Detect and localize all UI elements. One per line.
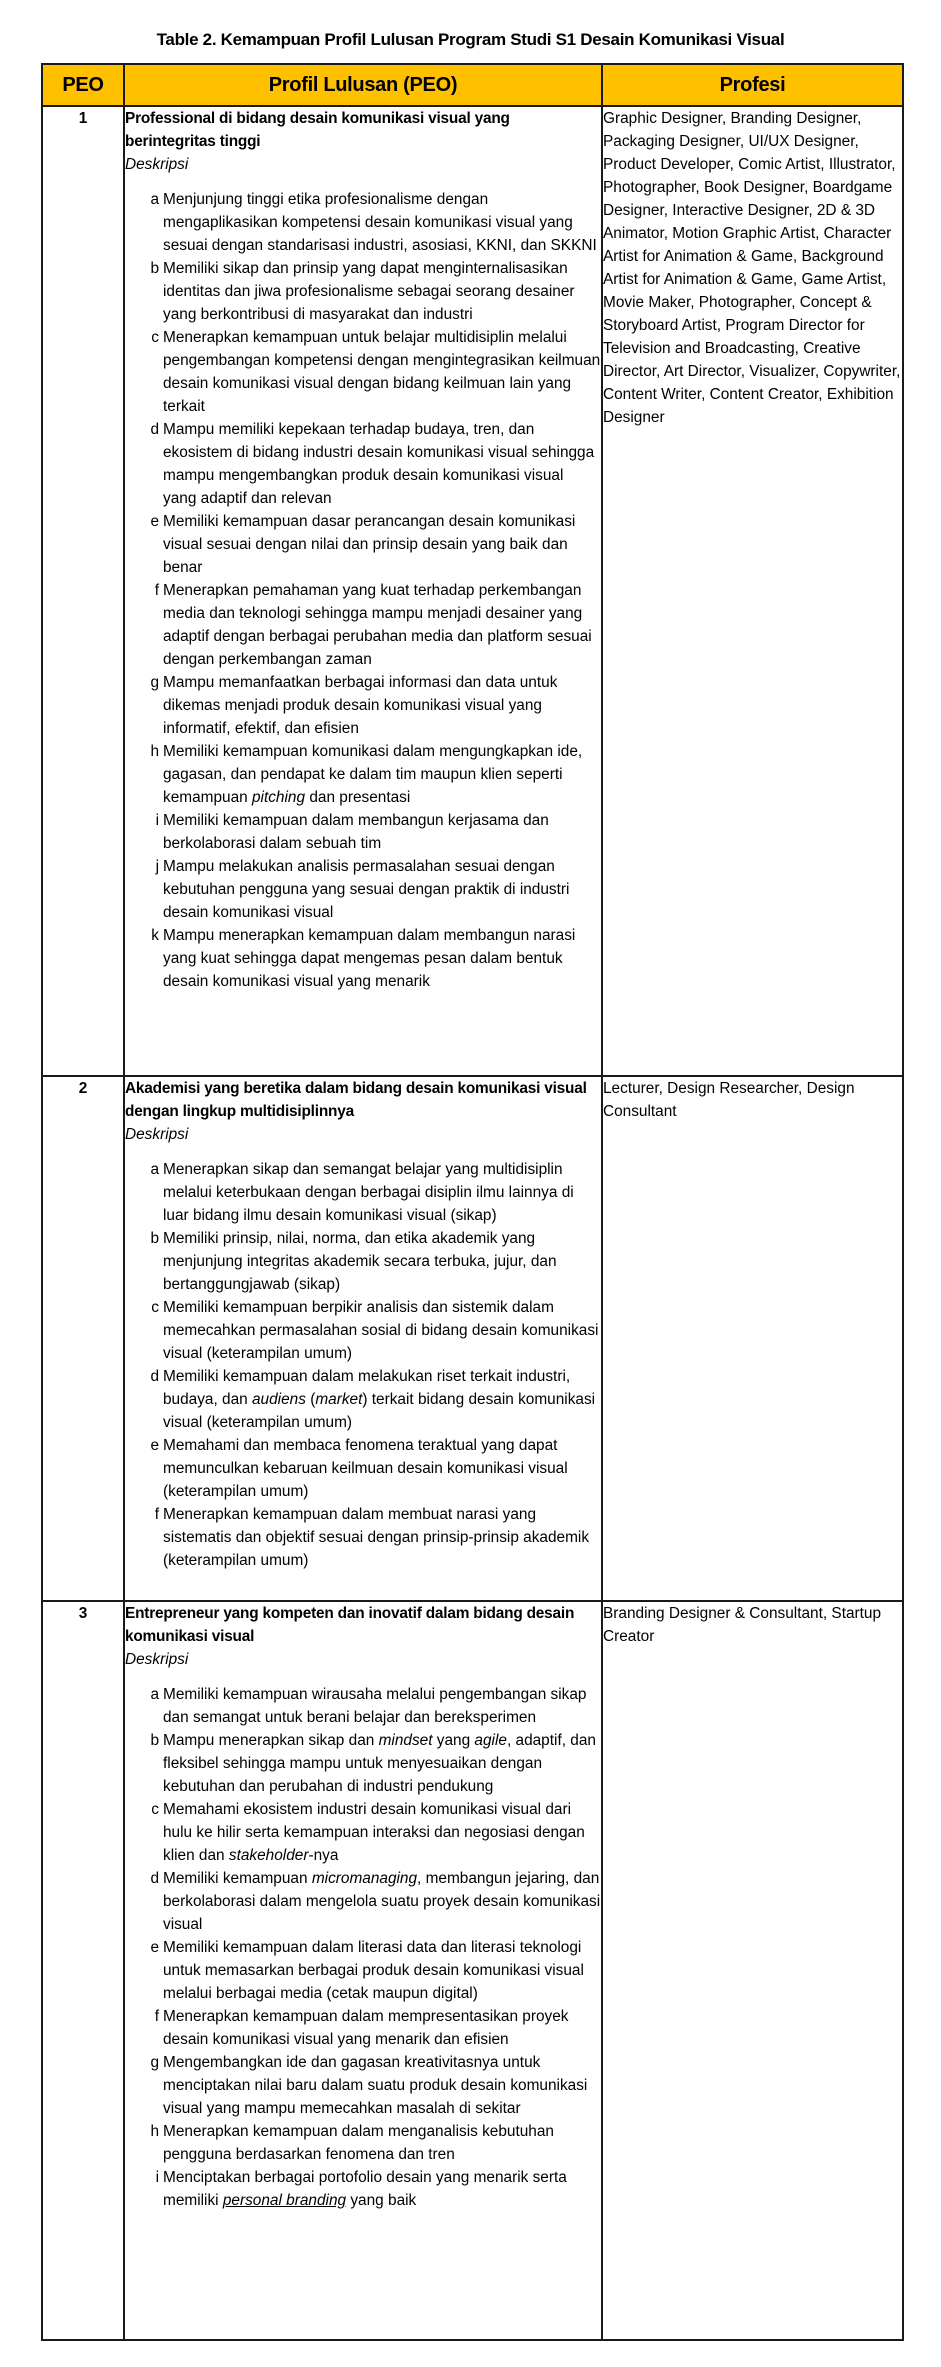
professions-cell: Branding Designer & Consultant, Startup Creator [602,1601,903,2340]
item-emphasis: pitching [251,789,306,806]
item-text: Menerapkan kemampuan untuk belajar multidisiplin melalui pengembangan kompetensi dengan mengintegrasikan keilmuan desain komunikasi visual dengan bidang keilmuan lain yang terkait [163,329,601,415]
item-text: Menerapkan pemahaman yang kuat terhadap perkembangan media dan teknologi sehingga mampu menjadi desainer yang adaptif dengan berbagai perubahan media dan platform sesuai dengan perkembangan zaman [163,582,592,668]
item-text: Menerapkan kemampuan dalam menganalisis kebutuhan pengguna berdasarkan fenomena dan tren [163,2123,554,2163]
item-label: d [150,1870,159,1887]
item-text: ) terkait bidang desain komunikasi visual (keterampilan umum) [163,1391,596,1431]
column-header-profil-lulusan: Profil Lulusan (PEO) [124,64,602,106]
item-text: dan presentasi [305,789,411,806]
item-text: Menjunjung tinggi etika profesionalisme dengan mengaplikasikan kompetensi desain komunikasi visual yang sesuai dengan standarisasi industri, asosiasi, KKNI, dan SKKNI [163,191,597,254]
item-text: , membangun jejaring, dan berkolaborasi dalam mengelola suatu proyek desain komunikasi visual [163,1870,601,1933]
description-item [125,2166,601,2212]
item-label: f [154,1506,159,1523]
item-label: a [150,1161,159,1178]
description-item [125,1365,601,1434]
table-row [42,1601,903,2340]
item-label: a [150,1686,159,1703]
description-item [125,188,601,257]
item-emphasis: agile [474,1732,507,1749]
description-item [125,579,601,671]
description-item [125,740,601,809]
item-text: Mampu menerapkan kemampuan dalam membangun narasi yang kuat sehingga dapat mengemas pesan dalam bentuk desain komunikasi visual yang menarik [163,927,576,990]
description-item [125,1729,601,1798]
table-caption: Table 2. Kemampuan Profil Lulusan Program Studi S1 Desain Komunikasi Visual [156,30,785,49]
item-label: b [150,1230,159,1247]
description-list [125,188,601,993]
profile-cell [124,106,602,1076]
item-label: c [151,1299,159,1316]
item-label: h [150,743,159,760]
item-label: a [150,191,159,208]
item-text: Mengembangkan ide dan gagasan kreativitasnya untuk menciptakan nilai baru dalam suatu produk desain komunikasi visual yang mampu memecahkan masalah di sekitar [163,2054,588,2117]
description-item [125,1434,601,1503]
item-text: Mampu melakukan analisis permasalahan sesuai dengan kebutuhan pengguna yang sesuai dengan praktik di industri desain komunikasi visual [163,858,570,921]
description-item [125,2051,601,2120]
item-text: Menciptakan berbagai portofolio desain yang menarik serta memiliki [163,2169,567,2209]
description-item [125,257,601,326]
peo-table [41,63,904,2341]
description-list [125,1158,601,1572]
item-text: Memiliki kemampuan dalam literasi data dan literasi teknologi untuk memasarkan berbagai produk desain komunikasi visual melalui berbagai media (cetak maupun digital) [163,1939,584,2002]
professions-cell: Lecturer, Design Researcher, Design Consultant [602,1076,903,1601]
item-text: Memiliki prinsip, nilai, norma, dan etika akademik yang menjunjung integritas akademik secara terbuka, jujur, dan bertanggungjawab (sikap) [163,1230,557,1293]
item-text: Menerapkan kemampuan dalam membuat narasi yang sistematis dan objektif sesuai dengan prinsip-prinsip akademik (keterampilan umum) [163,1506,590,1569]
item-text: Memiliki kemampuan dasar perancangan desain komunikasi visual sesuai dengan nilai dan prinsip desain yang baik dan benar [163,513,576,576]
description-item [125,1158,601,1227]
item-emphasis: personal branding [222,2192,347,2209]
description-item [125,809,601,855]
item-text: ( [305,1391,316,1408]
item-label: d [150,421,159,438]
item-label: f [154,582,159,599]
item-text: , adaptif, dan fleksibel sehingga mampu untuk menyesuaikan dengan kebutuhan dan perubahan di industri pendukung [163,1732,596,1795]
table-row [42,1076,903,1601]
column-header-profesi: Profesi [602,64,903,106]
peo-number: 3 [42,1601,124,2340]
description-item [125,418,601,510]
description-list [125,1683,601,2212]
item-label: i [155,812,159,829]
description-label: Deskripsi [125,156,189,173]
description-item [125,2005,601,2051]
item-emphasis: audiens [252,1391,306,1408]
item-text: Memiliki sikap dan prinsip yang dapat menginternalisasikan identitas dan jiwa profesionalisme sebagai seorang desainer yang berkontribusi di masyarakat dan industri [163,260,575,323]
item-text: Memiliki kemampuan berpikir analisis dan sistemik dalam memecahkan permasalahan sosial di bidang desain komunikasi visual (keterampilan umum) [163,1299,599,1362]
description-item [125,1683,601,1729]
description-item [125,2120,601,2166]
item-emphasis: market [315,1391,363,1408]
professions-cell: Graphic Designer, Branding Designer, Packaging Designer, UI/UX Designer, Product Developer, Comic Artist, Illustrator, Photographer, Book Designer, Boardgame Designer, Interactive Designer, 2D & 3D Animator, Motion Graphic Artist, Character Artist for Animation & Game, Background Artist for Animation & Game, Game Artist, Movie Maker, Photographer, Concept & Storyboard Artist, Program Director for Television and Broadcasting, Creative Director, Art Director, Visualizer, Copywriter, Content Writer, Content Creator, Exhibition Designer [602,106,903,1076]
column-header-peo: PEO [42,64,124,106]
description-item [125,326,601,418]
description-label: Deskripsi [125,1126,189,1143]
description-item [125,1503,601,1572]
description-item [125,1867,601,1936]
description-item [125,924,601,993]
item-text: Memahami ekosistem industri desain komunikasi visual dari hulu ke hilir serta kemampuan interaksi dan negosiasi dengan klien dan [163,1801,585,1864]
description-item [125,671,601,740]
item-label: e [150,1437,159,1454]
description-item [125,855,601,924]
item-text: yang baik [346,2192,417,2209]
profile-title: Entrepreneur yang kompeten dan inovatif dalam bidang desain komunikasi visual [125,1605,575,1645]
item-text: Mampu menerapkan sikap dan [163,1732,379,1749]
table-header-row [42,64,903,106]
item-text: Menerapkan kemampuan dalam mempresentasikan proyek desain komunikasi visual yang menarik dan efisien [163,2008,569,2048]
item-label: g [150,2054,159,2071]
item-label: d [150,1368,159,1385]
item-label: k [151,927,159,944]
item-text: Memiliki kemampuan [163,1870,312,1887]
profile-title: Professional di bidang desain komunikasi visual yang berintegritas tinggi [125,110,510,150]
peo-number: 1 [42,106,124,1076]
item-text: Mampu memanfaatkan berbagai informasi dan data untuk dikemas menjadi produk desain komunikasi visual yang informatif, efektif, dan efisien [163,674,558,737]
item-text: Memiliki kemampuan dalam membangun kerjasama dan berkolaborasi dalam sebuah tim [163,812,549,852]
item-emphasis: mindset [378,1732,433,1749]
item-label: g [150,674,159,691]
description-item [125,1798,601,1867]
item-label: f [154,2008,159,2025]
description-item [125,1227,601,1296]
peo-number: 2 [42,1076,124,1601]
item-emphasis: stakeholder [228,1847,309,1864]
description-item [125,510,601,579]
profile-title: Akademisi yang beretika dalam bidang desain komunikasi visual dengan lingkup multidisiplinnya [125,1080,587,1120]
item-label: c [151,1801,159,1818]
item-text: Memiliki kemampuan dalam melakukan riset terkait industri, budaya, dan [163,1368,571,1408]
item-label: j [155,858,159,875]
item-text: Memahami dan membaca fenomena teraktual yang dapat memunculkan kebaruan keilmuan desain komunikasi visual (keterampilan umum) [163,1437,568,1500]
description-item [125,1936,601,2005]
item-text: Memiliki kemampuan wirausaha melalui pengembangan sikap dan semangat untuk berani belajar dan bereksperimen [163,1686,587,1726]
profile-cell [124,1601,602,2340]
item-text: -nya [308,1847,339,1864]
description-item [125,1296,601,1365]
item-label: i [155,2169,159,2186]
item-text: yang [432,1732,475,1749]
item-label: h [150,2123,159,2140]
item-label: c [151,329,159,346]
item-text: Menerapkan sikap dan semangat belajar yang multidisiplin melalui keterbukaan dengan berbagai disiplin ilmu lainnya di luar bidang ilmu desain komunikasi visual (sikap) [163,1161,574,1224]
item-label: b [150,260,159,277]
item-label: e [150,1939,159,1956]
item-text: Mampu memiliki kepekaan terhadap budaya, tren, dan ekosistem di bidang industri desain komunikasi visual sehingga mampu mengembangkan produk desain komunikasi visual yang adaptif dan relevan [163,421,595,507]
table-row [42,106,903,1076]
profile-cell [124,1076,602,1601]
item-label: b [150,1732,159,1749]
description-label: Deskripsi [125,1651,189,1668]
item-label: e [150,513,159,530]
item-emphasis: micromanaging [311,1870,418,1887]
item-text: Memiliki kemampuan komunikasi dalam mengungkapkan ide, gagasan, dan pendapat ke dalam tim maupun klien seperti kemampuan [163,743,583,806]
